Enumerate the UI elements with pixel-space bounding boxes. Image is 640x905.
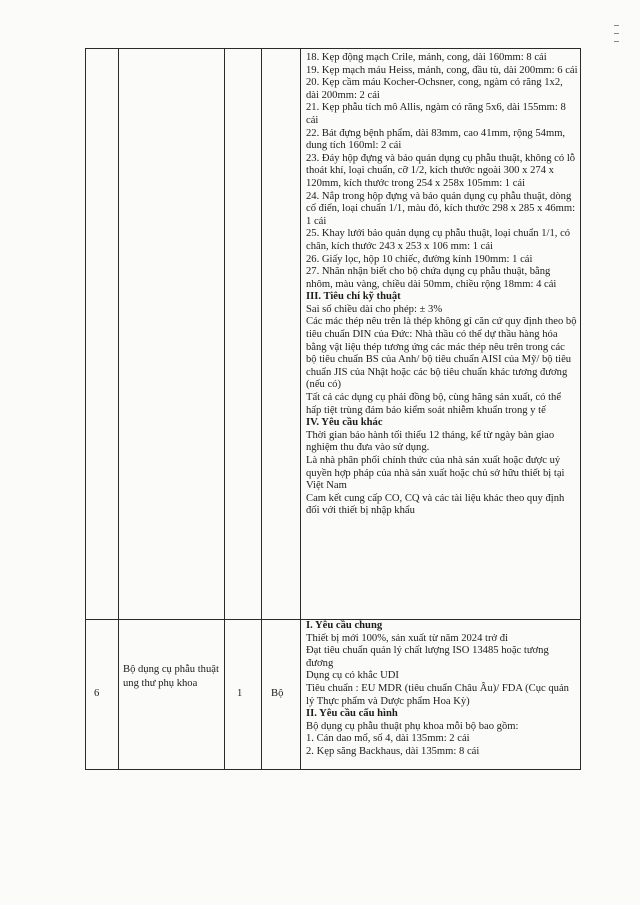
section-heading: IV. Yêu cầu khác — [306, 417, 383, 429]
spec-line: Các mác thép nêu trên là thép không gỉ căn cứ quy định theo bộ tiêu chuẩn DIN của Đức: Nhà thầu có thể dự thầu hàng hóa bằng vật liệu thép tương ứng các mác thép nêu trên trong các bộ tiêu chuẩn BS của Anh/ bộ tiêu chuẩn AISI của Mỹ/ bộ tiêu chuẩn JIS của Nhật hoặc các bộ tiêu chuẩn khác tương đương (nếu có) — [306, 316, 577, 391]
spec-line: 1. Cán dao mổ, số 4, dài 135mm: 2 cái — [306, 733, 470, 745]
spec-line: Dụng cụ có khắc UDI — [306, 670, 399, 682]
spec-line: 24. Nắp trong hộp đựng và bảo quản dụng cụ phẫu thuật, dòng cổ điển, loại chuẩn 1/1, màu đỏ, kích thước 298 x 285 x 46mm: 1 cái — [306, 190, 576, 227]
row-b-unit: Bộ — [271, 688, 284, 699]
spec-line: Tất cả các dụng cụ phải đồng bộ, cùng hãng sản xuất, có thể hấp tiệt trùng đảm bảo kiểm soát nhiễm khuẩn trong y tế — [306, 392, 562, 416]
table-divider-1 — [118, 48, 119, 770]
spec-line: 18. Kẹp động mạch Crile, mảnh, cong, dài 160mm: 8 cái — [306, 52, 547, 63]
section-heading: III. Tiêu chí kỹ thuật — [306, 291, 401, 303]
spec-line: Bộ dụng cụ phẫu thuật phụ khoa mỗi bộ bao gồm: — [306, 720, 519, 732]
spec-line: 23. Đáy hộp đựng và bảo quản dụng cụ phẫu thuật, không có lỗ thoát khí, loại chuẩn, cỡ 1/2, kích thước ngoài 300 x 274 x 120mm, kích thước trong 254 x 258x 105mm: 1 cái — [306, 152, 576, 189]
table-border-left — [85, 48, 86, 770]
spec-line: 2. Kẹp săng Backhaus, dài 135mm: 8 cái — [306, 745, 480, 757]
row-b-stt: 6 — [94, 688, 100, 699]
spec-line: 22. Bát đựng bệnh phẩm, dài 83mm, cao 41mm, rộng 54mm, dung tích 160ml: 2 cái — [306, 127, 566, 152]
spec-line: Cam kết cung cấp CO, CQ và các tài liệu khác theo quy định đối với thiết bị nhập khẩu — [306, 492, 565, 517]
spec-line: Là nhà phân phối chính thức của nhà sản xuất hoặc được uỷ quyền hợp pháp của nhà sản xuất hoặc chủ sở hữu thiết bị tại Việt Nam — [306, 455, 565, 492]
table-divider-2 — [224, 48, 225, 770]
spec-line: 25. Khay lưới bảo quản dụng cụ phẫu thuật, loại chuẩn 1/1, có chân, kích thước 243 x 253 x 106 mm: 1 cái — [306, 228, 571, 252]
spec-line: Đạt tiêu chuẩn quản lý chất lượng ISO 13485 hoặc tương đương — [306, 645, 549, 669]
spec-line: 27. Nhãn nhận biết cho bộ chứa dụng cụ phẫu thuật, bằng nhôm, màu vàng, chiều dài 50mm, chiều rộng 18mm: 4 cái — [306, 266, 557, 290]
margin-marks — [610, 18, 622, 68]
row-b-quantity: 1 — [237, 688, 243, 699]
section-heading: II. Yêu cầu cấu hình — [306, 708, 398, 720]
spec-line: 19. Kẹp mạch máu Heiss, mảnh, cong, đầu tù, dài 200mm: 6 cái — [306, 64, 578, 76]
table-border-bottom — [85, 769, 581, 770]
row-b-description — [306, 620, 578, 759]
spec-line: Thiết bị mới 100%, sản xuất từ năm 2024 trở đi — [306, 632, 509, 644]
table-divider-3 — [261, 48, 262, 770]
spec-line: 20. Kẹp cầm máu Kocher-Ochsner, cong, ngàm có răng 1x2, dài 200mm: 2 cái — [306, 77, 563, 101]
spec-line: 26. Giấy lọc, hộp 10 chiếc, đường kính 190mm: 1 cái — [306, 253, 533, 265]
spec-line: 21. Kẹp phẫu tích mô Allis, ngàm có răng 5x6, dài 155mm: 8 cái — [306, 102, 566, 126]
table-divider-4 — [300, 48, 301, 770]
spec-line: Tiêu chuẩn : EU MDR (tiêu chuẩn Châu Âu)/ FDA (Cục quản lý Thực phẩm và Dược phẩm Hoa Kỳ) — [306, 682, 569, 707]
section-heading: I. Yêu cầu chung — [306, 620, 383, 631]
table-border-right — [580, 48, 581, 770]
spec-line: Thời gian bảo hành tối thiểu 12 tháng, kể từ ngày bàn giao nghiệm thu đưa vào sử dụng. — [306, 429, 555, 454]
row-a-description — [306, 52, 578, 518]
spec-line: Sai số chiều dài cho phép: ± 3% — [306, 303, 443, 315]
table-border-top — [85, 48, 581, 49]
row-b-item-name: Bộ dụng cụ phẫu thuật ung thư phụ khoa — [123, 664, 219, 689]
